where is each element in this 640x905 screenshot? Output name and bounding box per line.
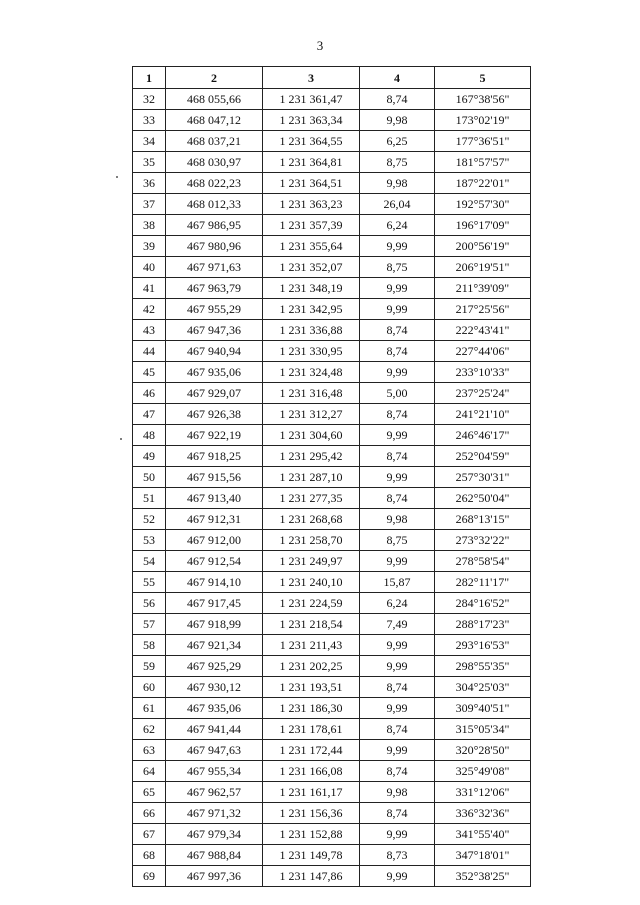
- table-row: [133, 614, 531, 635]
- distance-cell: 9,99: [360, 656, 435, 677]
- point-number-cell: 65: [133, 782, 166, 803]
- table-row: [133, 152, 531, 173]
- y-coordinate-cell: 1 231 352,07: [263, 257, 360, 278]
- y-coordinate-cell: 1 231 304,60: [263, 425, 360, 446]
- x-coordinate-cell: 468 030,97: [166, 152, 263, 173]
- bearing-cell: 331°12'06": [435, 782, 531, 803]
- y-coordinate-cell: 1 231 268,68: [263, 509, 360, 530]
- header-col-2: 2: [166, 67, 263, 89]
- distance-cell: 8,75: [360, 152, 435, 173]
- distance-cell: 8,74: [360, 761, 435, 782]
- point-number-cell: 38: [133, 215, 166, 236]
- x-coordinate-cell: 467 941,44: [166, 719, 263, 740]
- x-coordinate-cell: 467 914,10: [166, 572, 263, 593]
- x-coordinate-cell: 467 986,95: [166, 215, 263, 236]
- table-row: [133, 278, 531, 299]
- bearing-cell: 278°58'54": [435, 551, 531, 572]
- header-row: [133, 67, 531, 89]
- distance-cell: 9,99: [360, 425, 435, 446]
- bearing-cell: 173°02'19": [435, 110, 531, 131]
- y-coordinate-cell: 1 231 152,88: [263, 824, 360, 845]
- bearing-cell: 347°18'01": [435, 845, 531, 866]
- distance-cell: 9,99: [360, 236, 435, 257]
- bearing-cell: 222°43'41": [435, 320, 531, 341]
- table-row: [133, 488, 531, 509]
- x-coordinate-cell: 467 955,34: [166, 761, 263, 782]
- bearing-cell: 241°21'10": [435, 404, 531, 425]
- bearing-cell: 217°25'56": [435, 299, 531, 320]
- point-number-cell: 45: [133, 362, 166, 383]
- bearing-cell: 192°57'30": [435, 194, 531, 215]
- point-number-cell: 54: [133, 551, 166, 572]
- table-row: [133, 782, 531, 803]
- distance-cell: 9,99: [360, 551, 435, 572]
- bearing-cell: 325°49'08": [435, 761, 531, 782]
- distance-cell: 9,99: [360, 299, 435, 320]
- x-coordinate-cell: 468 012,33: [166, 194, 263, 215]
- table-row: [133, 89, 531, 110]
- table-row: [133, 425, 531, 446]
- x-coordinate-cell: 467 917,45: [166, 593, 263, 614]
- point-number-cell: 46: [133, 383, 166, 404]
- distance-cell: 9,99: [360, 866, 435, 887]
- bearing-cell: 284°16'52": [435, 593, 531, 614]
- y-coordinate-cell: 1 231 312,27: [263, 404, 360, 425]
- point-number-cell: 34: [133, 131, 166, 152]
- distance-cell: 9,98: [360, 509, 435, 530]
- table-row: [133, 362, 531, 383]
- x-coordinate-cell: 467 988,84: [166, 845, 263, 866]
- table-row: [133, 236, 531, 257]
- y-coordinate-cell: 1 231 193,51: [263, 677, 360, 698]
- y-coordinate-cell: 1 231 363,34: [263, 110, 360, 131]
- distance-cell: 9,99: [360, 362, 435, 383]
- x-coordinate-cell: 467 947,36: [166, 320, 263, 341]
- table-row: [133, 635, 531, 656]
- bearing-cell: 187°22'01": [435, 173, 531, 194]
- point-number-cell: 44: [133, 341, 166, 362]
- bearing-cell: 237°25'24": [435, 383, 531, 404]
- x-coordinate-cell: 467 955,29: [166, 299, 263, 320]
- x-coordinate-cell: 467 971,32: [166, 803, 263, 824]
- distance-cell: 9,99: [360, 278, 435, 299]
- y-coordinate-cell: 1 231 336,88: [263, 320, 360, 341]
- table-row: [133, 194, 531, 215]
- distance-cell: 9,99: [360, 698, 435, 719]
- distance-cell: 6,24: [360, 593, 435, 614]
- point-number-cell: 40: [133, 257, 166, 278]
- point-number-cell: 53: [133, 530, 166, 551]
- point-number-cell: 43: [133, 320, 166, 341]
- distance-cell: 8,74: [360, 404, 435, 425]
- bearing-cell: 268°13'15": [435, 509, 531, 530]
- x-coordinate-cell: 467 918,99: [166, 614, 263, 635]
- x-coordinate-cell: 467 980,96: [166, 236, 263, 257]
- bearing-cell: 200°56'19": [435, 236, 531, 257]
- y-coordinate-cell: 1 231 355,64: [263, 236, 360, 257]
- y-coordinate-cell: 1 231 186,30: [263, 698, 360, 719]
- table-body: [133, 89, 531, 887]
- y-coordinate-cell: 1 231 166,08: [263, 761, 360, 782]
- x-coordinate-cell: 467 929,07: [166, 383, 263, 404]
- x-coordinate-cell: 467 935,06: [166, 698, 263, 719]
- point-number-cell: 67: [133, 824, 166, 845]
- bearing-cell: 227°44'06": [435, 341, 531, 362]
- distance-cell: 9,99: [360, 740, 435, 761]
- bearing-cell: 257°30'31": [435, 467, 531, 488]
- distance-cell: 8,74: [360, 677, 435, 698]
- table-row: [133, 824, 531, 845]
- y-coordinate-cell: 1 231 211,43: [263, 635, 360, 656]
- bearing-cell: 309°40'51": [435, 698, 531, 719]
- header-col-1: 1: [133, 67, 166, 89]
- scan-speck: [116, 176, 118, 178]
- distance-cell: 8,74: [360, 488, 435, 509]
- point-number-cell: 41: [133, 278, 166, 299]
- bearing-cell: 352°38'25": [435, 866, 531, 887]
- bearing-cell: 336°32'36": [435, 803, 531, 824]
- distance-cell: 9,98: [360, 173, 435, 194]
- point-number-cell: 63: [133, 740, 166, 761]
- y-coordinate-cell: 1 231 147,86: [263, 866, 360, 887]
- x-coordinate-cell: 468 022,23: [166, 173, 263, 194]
- bearing-cell: 181°57'57": [435, 152, 531, 173]
- table-row: [133, 677, 531, 698]
- y-coordinate-cell: 1 231 295,42: [263, 446, 360, 467]
- point-number-cell: 58: [133, 635, 166, 656]
- x-coordinate-cell: 467 935,06: [166, 362, 263, 383]
- x-coordinate-cell: 467 921,34: [166, 635, 263, 656]
- table-row: [133, 446, 531, 467]
- table-row: [133, 467, 531, 488]
- point-number-cell: 48: [133, 425, 166, 446]
- bearing-cell: 282°11'17": [435, 572, 531, 593]
- table-row: [133, 215, 531, 236]
- bearing-cell: 177°36'51": [435, 131, 531, 152]
- x-coordinate-cell: 467 913,40: [166, 488, 263, 509]
- y-coordinate-cell: 1 231 324,48: [263, 362, 360, 383]
- x-coordinate-cell: 467 940,94: [166, 341, 263, 362]
- bearing-cell: 246°46'17": [435, 425, 531, 446]
- point-number-cell: 42: [133, 299, 166, 320]
- bearing-cell: 298°55'35": [435, 656, 531, 677]
- x-coordinate-cell: 467 922,19: [166, 425, 263, 446]
- y-coordinate-cell: 1 231 342,95: [263, 299, 360, 320]
- y-coordinate-cell: 1 231 357,39: [263, 215, 360, 236]
- table-row: [133, 173, 531, 194]
- point-number-cell: 49: [133, 446, 166, 467]
- y-coordinate-cell: 1 231 161,17: [263, 782, 360, 803]
- x-coordinate-cell: 467 912,54: [166, 551, 263, 572]
- point-number-cell: 35: [133, 152, 166, 173]
- x-coordinate-cell: 467 947,63: [166, 740, 263, 761]
- distance-cell: 8,74: [360, 719, 435, 740]
- distance-cell: 8,75: [360, 530, 435, 551]
- bearing-cell: 211°39'09": [435, 278, 531, 299]
- bearing-cell: 233°10'33": [435, 362, 531, 383]
- point-number-cell: 68: [133, 845, 166, 866]
- point-number-cell: 51: [133, 488, 166, 509]
- distance-cell: 6,24: [360, 215, 435, 236]
- table-row: [133, 845, 531, 866]
- table-row: [133, 593, 531, 614]
- y-coordinate-cell: 1 231 361,47: [263, 89, 360, 110]
- table-row: [133, 551, 531, 572]
- table-row: [133, 110, 531, 131]
- table-row: [133, 404, 531, 425]
- table-row: [133, 803, 531, 824]
- table-row: [133, 257, 531, 278]
- table-row: [133, 740, 531, 761]
- bearing-cell: 320°28'50": [435, 740, 531, 761]
- x-coordinate-cell: 467 926,38: [166, 404, 263, 425]
- distance-cell: 5,00: [360, 383, 435, 404]
- y-coordinate-cell: 1 231 364,51: [263, 173, 360, 194]
- distance-cell: 9,98: [360, 110, 435, 131]
- distance-cell: 8,75: [360, 257, 435, 278]
- point-number-cell: 66: [133, 803, 166, 824]
- y-coordinate-cell: 1 231 224,59: [263, 593, 360, 614]
- header-col-5: 5: [435, 67, 531, 89]
- x-coordinate-cell: 467 930,12: [166, 677, 263, 698]
- bearing-cell: 315°05'34": [435, 719, 531, 740]
- point-number-cell: 61: [133, 698, 166, 719]
- scan-speck: [120, 438, 122, 440]
- table-row: [133, 656, 531, 677]
- y-coordinate-cell: 1 231 258,70: [263, 530, 360, 551]
- y-coordinate-cell: 1 231 364,55: [263, 131, 360, 152]
- y-coordinate-cell: 1 231 156,36: [263, 803, 360, 824]
- header-col-4: 4: [360, 67, 435, 89]
- distance-cell: 9,98: [360, 782, 435, 803]
- x-coordinate-cell: 468 055,66: [166, 89, 263, 110]
- table-row: [133, 866, 531, 887]
- bearing-cell: 273°32'22": [435, 530, 531, 551]
- bearing-cell: 304°25'03": [435, 677, 531, 698]
- y-coordinate-cell: 1 231 149,78: [263, 845, 360, 866]
- bearing-cell: 262°50'04": [435, 488, 531, 509]
- distance-cell: 9,99: [360, 467, 435, 488]
- point-number-cell: 56: [133, 593, 166, 614]
- point-number-cell: 55: [133, 572, 166, 593]
- bearing-cell: 341°55'40": [435, 824, 531, 845]
- point-number-cell: 32: [133, 89, 166, 110]
- table-row: [133, 299, 531, 320]
- table-row: [133, 320, 531, 341]
- y-coordinate-cell: 1 231 287,10: [263, 467, 360, 488]
- x-coordinate-cell: 468 047,12: [166, 110, 263, 131]
- distance-cell: 8,73: [360, 845, 435, 866]
- bearing-cell: 167°38'56": [435, 89, 531, 110]
- table-row: [133, 761, 531, 782]
- point-number-cell: 36: [133, 173, 166, 194]
- bearing-cell: 252°04'59": [435, 446, 531, 467]
- point-number-cell: 39: [133, 236, 166, 257]
- table-row: [133, 383, 531, 404]
- x-coordinate-cell: 468 037,21: [166, 131, 263, 152]
- distance-cell: 8,74: [360, 320, 435, 341]
- x-coordinate-cell: 467 962,57: [166, 782, 263, 803]
- table-row: [133, 572, 531, 593]
- bearing-cell: 196°17'09": [435, 215, 531, 236]
- point-number-cell: 33: [133, 110, 166, 131]
- distance-cell: 6,25: [360, 131, 435, 152]
- point-number-cell: 57: [133, 614, 166, 635]
- x-coordinate-cell: 467 912,31: [166, 509, 263, 530]
- point-number-cell: 69: [133, 866, 166, 887]
- distance-cell: 8,74: [360, 446, 435, 467]
- distance-cell: 8,74: [360, 803, 435, 824]
- table-row: [133, 698, 531, 719]
- y-coordinate-cell: 1 231 218,54: [263, 614, 360, 635]
- x-coordinate-cell: 467 979,34: [166, 824, 263, 845]
- x-coordinate-cell: 467 915,56: [166, 467, 263, 488]
- y-coordinate-cell: 1 231 364,81: [263, 152, 360, 173]
- y-coordinate-cell: 1 231 240,10: [263, 572, 360, 593]
- table-row: [133, 719, 531, 740]
- point-number-cell: 62: [133, 719, 166, 740]
- x-coordinate-cell: 467 963,79: [166, 278, 263, 299]
- table-row: [133, 530, 531, 551]
- bearing-cell: 293°16'53": [435, 635, 531, 656]
- bearing-cell: 206°19'51": [435, 257, 531, 278]
- table-row: [133, 341, 531, 362]
- point-number-cell: 60: [133, 677, 166, 698]
- y-coordinate-cell: 1 231 178,61: [263, 719, 360, 740]
- distance-cell: 26,04: [360, 194, 435, 215]
- table-row: [133, 509, 531, 530]
- y-coordinate-cell: 1 231 172,44: [263, 740, 360, 761]
- y-coordinate-cell: 1 231 277,35: [263, 488, 360, 509]
- distance-cell: 15,87: [360, 572, 435, 593]
- bearing-cell: 288°17'23": [435, 614, 531, 635]
- y-coordinate-cell: 1 231 348,19: [263, 278, 360, 299]
- point-number-cell: 47: [133, 404, 166, 425]
- x-coordinate-cell: 467 971,63: [166, 257, 263, 278]
- distance-cell: 8,74: [360, 341, 435, 362]
- point-number-cell: 50: [133, 467, 166, 488]
- table-header: [133, 67, 531, 89]
- y-coordinate-cell: 1 231 202,25: [263, 656, 360, 677]
- point-number-cell: 52: [133, 509, 166, 530]
- y-coordinate-cell: 1 231 330,95: [263, 341, 360, 362]
- page-number: 3: [316, 38, 324, 53]
- distance-cell: 9,99: [360, 635, 435, 656]
- point-number-cell: 37: [133, 194, 166, 215]
- x-coordinate-cell: 467 997,36: [166, 866, 263, 887]
- coordinates-table: [132, 66, 531, 887]
- x-coordinate-cell: 467 912,00: [166, 530, 263, 551]
- y-coordinate-cell: 1 231 316,48: [263, 383, 360, 404]
- point-number-cell: 64: [133, 761, 166, 782]
- x-coordinate-cell: 467 918,25: [166, 446, 263, 467]
- header-col-3: 3: [263, 67, 360, 89]
- distance-cell: 9,99: [360, 824, 435, 845]
- table-row: [133, 131, 531, 152]
- distance-cell: 8,74: [360, 89, 435, 110]
- y-coordinate-cell: 1 231 249,97: [263, 551, 360, 572]
- point-number-cell: 59: [133, 656, 166, 677]
- distance-cell: 7,49: [360, 614, 435, 635]
- x-coordinate-cell: 467 925,29: [166, 656, 263, 677]
- y-coordinate-cell: 1 231 363,23: [263, 194, 360, 215]
